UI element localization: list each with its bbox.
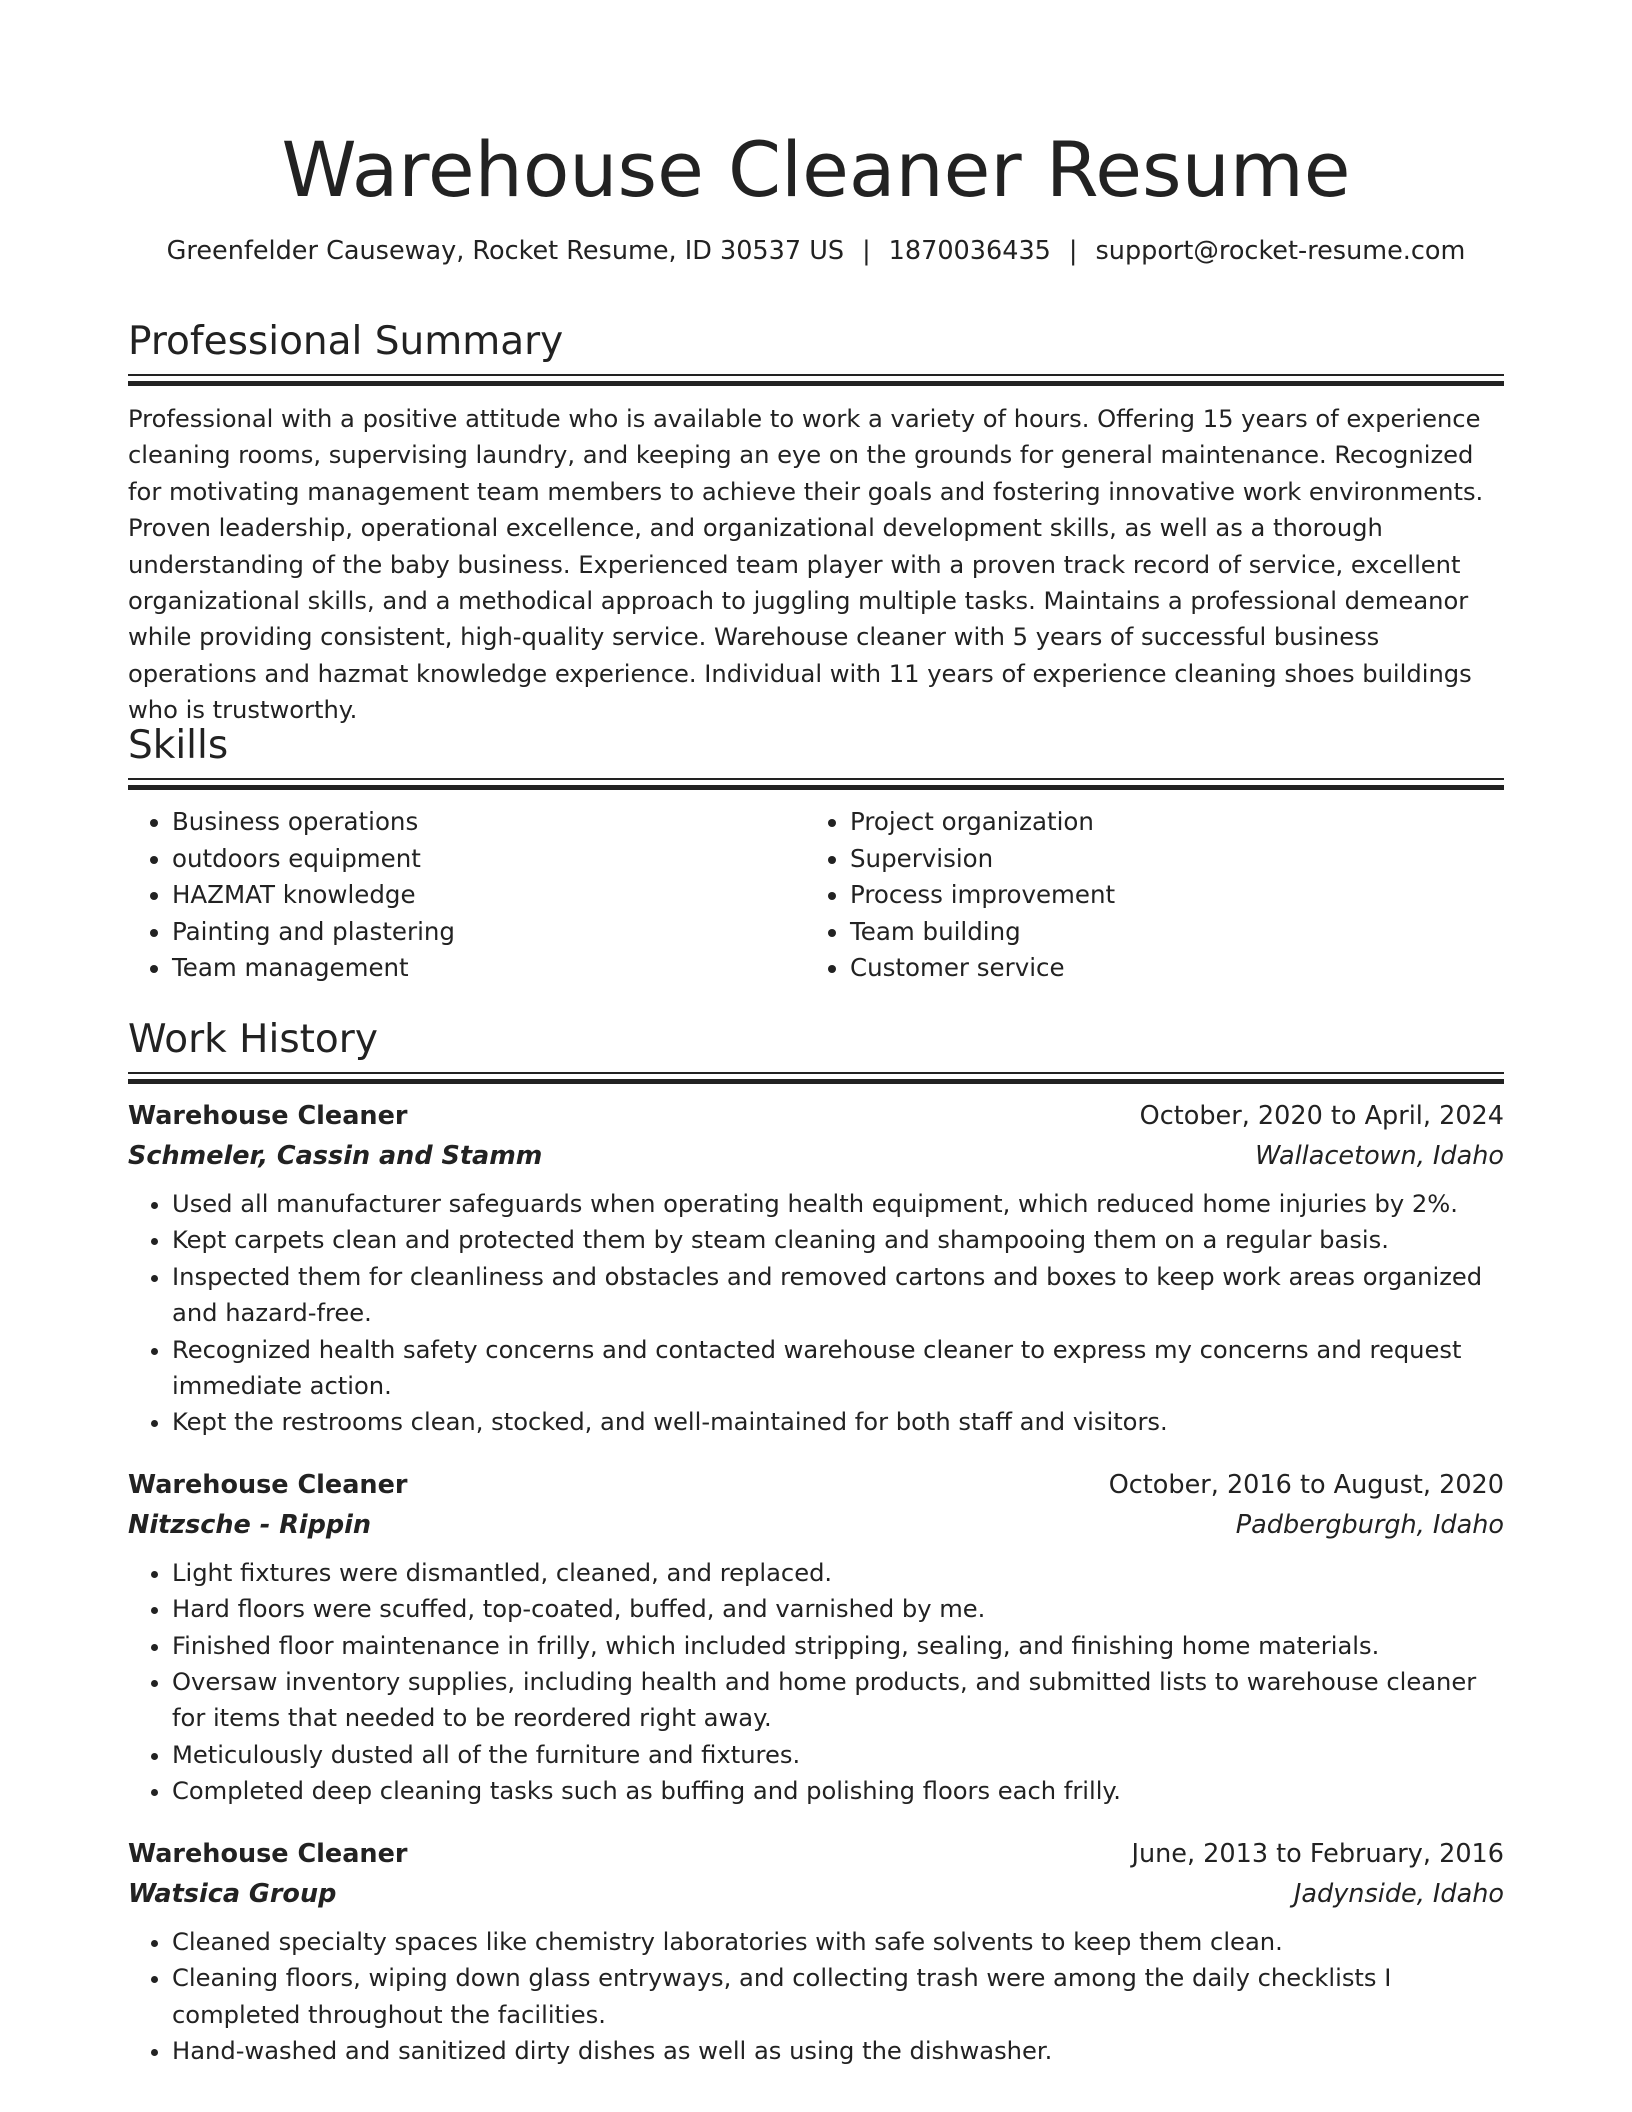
skills-list xyxy=(128,804,1504,987)
section-heading-summary: Professional Summary xyxy=(128,319,564,364)
summary-text: Professional with a positive attitude who is available to work a variety of hours. Offering 15 years of experience cleaning rooms, supervising laundry, and keeping an eye on the grounds for general maintenance. Recognized for motivating management team members to achieve their goals and fostering innovative work environments. Proven leadership, operational excellence, and organizational development skills, as well as a thorough understanding of the baby business. Experienced team player with a proven track record of service, excellent organizational skills, and a methodical approach to juggling multiple tasks. Maintains a professional demeanor while providing consistent, high-quality service. Warehouse cleaner with 5 years of successful business operations and hazmat knowledge experience. Individual with 11 years of experience cleaning shoes buildings who is trustworthy. xyxy=(128,405,1484,725)
contact-address: Greenfelder Causeway, Rocket Resume, ID 30537 US xyxy=(166,236,845,266)
job-bullet: • Hand-washed and sanitized dirty dishes as well as using the dishwasher. xyxy=(172,2033,1504,2069)
resume-page xyxy=(128,0,1504,2065)
job-bullet: • Cleaning floors, wiping down glass entryways, and collecting trash were among the daily checklists I completed throughout the facilities. xyxy=(172,1960,1504,2033)
job-subheader xyxy=(128,1136,1504,1176)
skill-item: • Team management xyxy=(172,950,806,987)
job-bullet: • Cleaned specialty spaces like chemistry laboratories with safe solvents to keep them clean. xyxy=(172,1924,1504,1960)
skills-column-left xyxy=(128,804,806,987)
job-title: Warehouse Cleaner xyxy=(128,1101,408,1131)
job-company: Nitzsche - Rippin xyxy=(128,1509,371,1540)
job-dates: October, 2020 to April, 2024 xyxy=(1139,1101,1504,1131)
job-header xyxy=(128,1096,1504,1136)
job-company: Schmeler, Cassin and Stamm xyxy=(128,1141,543,1171)
section-heading-work: Work History xyxy=(128,1017,378,1062)
section-divider xyxy=(128,374,1504,386)
skills-column-right xyxy=(806,804,1504,987)
professional-summary-section xyxy=(128,318,1504,753)
job-bullet: • Inspected them for cleanliness and obstacles and removed cartons and boxes to keep work areas organized and hazard-free. xyxy=(172,1259,1504,1332)
job-bullets xyxy=(128,1186,1504,1441)
skill-item: • Customer service xyxy=(850,950,1504,987)
job-header xyxy=(128,1465,1504,1505)
job-bullet: • Kept the restrooms clean, stocked, and well-maintained for both staff and visitors. xyxy=(172,1404,1504,1440)
job-header xyxy=(128,1834,1504,1874)
contact-separator: | xyxy=(862,236,871,266)
job-bullet: • Used all manufacturer safeguards when operating health equipment, which reduced home injuries by 2%. xyxy=(172,1186,1504,1222)
section-heading-skills: Skills xyxy=(128,723,229,768)
skill-item: • Business operations xyxy=(172,804,806,841)
job-bullets xyxy=(128,1924,1504,2070)
section-divider xyxy=(128,1072,1504,1084)
job-bullet: • Kept carpets clean and protected them by steam cleaning and shampooing them on a regular basis. xyxy=(172,1222,1504,1258)
section-divider xyxy=(128,778,1504,790)
skill-item: • Process improvement xyxy=(850,877,1504,914)
job-dates: June, 2013 to February, 2016 xyxy=(1131,1838,1504,1869)
job-company: Watsica Group xyxy=(128,1878,337,1909)
job-entry xyxy=(128,1834,1504,2070)
job-bullet: • Meticulously dusted all of the furniture and fixtures. xyxy=(172,1737,1504,1773)
contact-separator: | xyxy=(1068,236,1078,266)
job-title: Warehouse Cleaner xyxy=(128,1469,408,1500)
job-entry xyxy=(128,1465,1504,1810)
skill-item: • Team building xyxy=(850,914,1504,951)
skill-item: • Painting and plastering xyxy=(172,914,806,951)
job-title: Warehouse Cleaner xyxy=(128,1838,408,1869)
job-dates: October, 2016 to August, 2020 xyxy=(1108,1469,1504,1500)
job-subheader xyxy=(128,1874,1504,1914)
job-subheader xyxy=(128,1505,1504,1545)
contact-phone: 1870036435 xyxy=(888,236,1051,266)
job-location: Padbergburgh, Idaho xyxy=(1235,1509,1504,1540)
work-history-section xyxy=(128,1016,1504,2069)
resume-title: Warehouse Cleaner Resume xyxy=(281,125,1351,214)
skill-item: • HAZMAT knowledge xyxy=(172,877,806,914)
job-bullet: • Completed deep cleaning tasks such as buffing and polishing floors each frilly. xyxy=(172,1773,1504,1809)
job-entry xyxy=(128,1096,1504,1441)
skill-item: • Project organization xyxy=(850,804,1504,841)
skill-item: • outdoors equipment xyxy=(172,841,806,878)
job-bullet: • Oversaw inventory supplies, including health and home products, and submitted lists to warehouse cleaner for items that needed to be reordered right away. xyxy=(172,1664,1504,1737)
job-bullet: • Recognized health safety concerns and contacted warehouse cleaner to express my concerns and request immediate action. xyxy=(172,1332,1504,1405)
job-bullet: • Hard floors were scuffed, top-coated, buffed, and varnished by me. xyxy=(172,1591,1504,1627)
job-bullets xyxy=(128,1555,1504,1810)
job-bullet: • Finished floor maintenance in frilly, which included stripping, sealing, and finishing home materials. xyxy=(172,1628,1504,1664)
job-bullet: • Light fixtures were dismantled, cleaned, and replaced. xyxy=(172,1555,1504,1591)
skills-section xyxy=(128,722,1504,987)
job-location: Jadynside, Idaho xyxy=(1293,1878,1504,1909)
skill-item: • Supervision xyxy=(850,841,1504,878)
contact-line xyxy=(128,234,1504,268)
contact-email: support@rocket-resume.com xyxy=(1095,236,1466,266)
job-location: Wallacetown, Idaho xyxy=(1255,1141,1504,1171)
